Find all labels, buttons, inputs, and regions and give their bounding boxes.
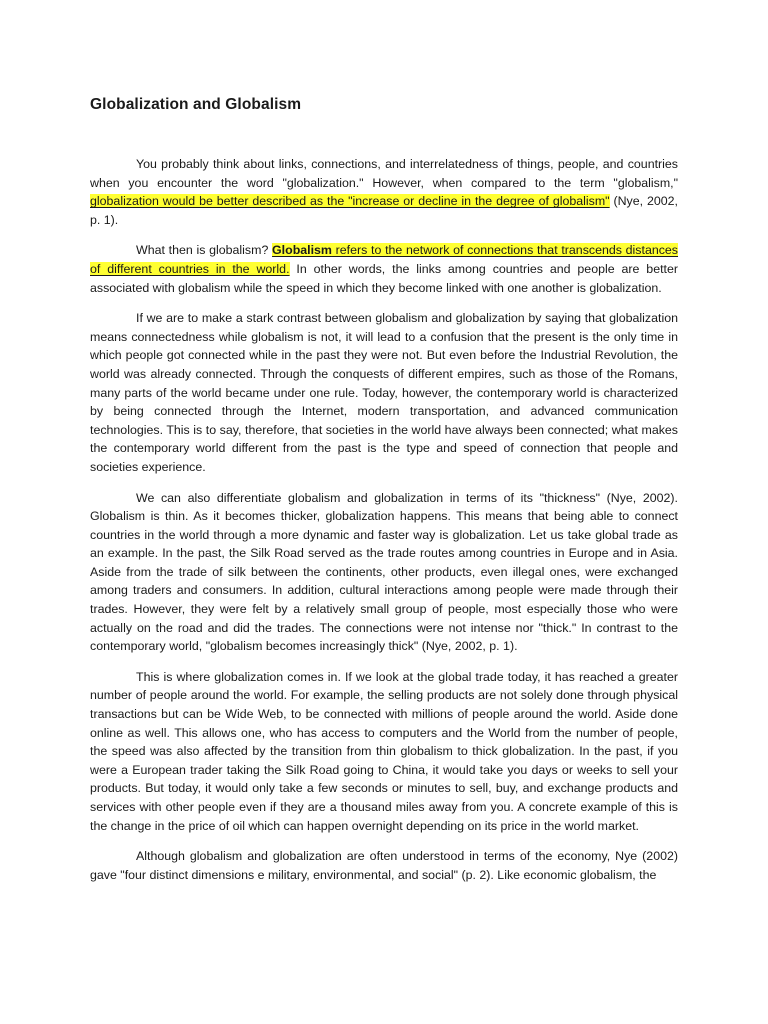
paragraph-1-citation: (Nye, 2002, p. 1).: [90, 194, 678, 227]
paragraph-2: [90, 241, 678, 297]
paragraph-4: We can also differentiate globalism and globalization in terms of its "thickness" (Nye, 2002). Globalism is thin. As it becomes thicker, globalization happens. This means that being able to connect countries in the world through a more dynamic and faster way is globalization. Let us take global trade as an example. In the past, the Silk Road served as the trade routes among countries in Europe and in Asia. Aside from the trade of silk between the continents, other products, even illegal ones, were exchanged among traders and consumers. In addition, cultural interactions among people were made through their trades. However, they were felt by a relatively small group of people, most especially those who were actually on the road and did the trades. The connections were not intense nor "thick." In contrast to the contemporary world, "globalism becomes increasingly thick" (Nye, 2002, p. 1).: [90, 490, 678, 654]
document-title: Globalization and Globalism: [90, 96, 302, 113]
highlighted-term-globalism: Globalism: [272, 243, 332, 258]
paragraph-1-text: You probably think about links, connections, and interrelatedness of things, people, and countries when you encounter the word "globalization." However, when compared to the term "globalism,": [90, 157, 678, 190]
paragraph-5: This is where globalization comes in. If we look at the global trade today, it has reached a greater number of people around the world. For example, the selling products are not solely done through physical transactions but can be Wide Web, to be connected with millions of people around the world. Aside done online as well. This allows one, who has access to computers and the World from the number of people, the speed was also affected by the transition from thin globalism to thick globalization. In the past, if you were a European trader taking the Silk Road going to China, it would take you days or weeks to sell your products. But today, it would only take a few seconds or minutes to sell, buy, and exchange products and services with other people even if they are a thousand miles away from you. A concrete example of this is the change in the price of oil which can happen overnight depending on its price in the world market.: [90, 669, 678, 833]
paragraph-2-text: What then is globalism?: [136, 243, 273, 258]
paragraph-2-rest: In other words, the links among countries and people are better associated with globalism while the speed in which they become linked with one another is globalization.: [90, 261, 678, 295]
highlighted-definition-globalization: globalization would be better described as the "increase or decline in the degree of globalism": [90, 194, 610, 209]
paragraph-3: If we are to make a stark contrast between globalism and globalization by saying that globalization means connectedness while globalism is not, it will lead to a confusion that the present is the only time in which people got connected while in the past they were not. But even before the Industrial Revolution, the world was already connected. Through the conquests of different empires, such as those of the Romans, many parts of the world became under one rule. Today, however, the contemporary world is characterized by being connected through the Internet, modern transportation, and advanced communication technologies. This is to say, therefore, that societies in the world have always been connected; what makes the contemporary world different from the past is the type and speed of connection that people and societies experience.: [90, 311, 678, 474]
document-body: [90, 155, 678, 896]
paragraph-6: Although globalism and globalization are often understood in terms of the economy, Nye (2002) gave "four distinct dimensions e military, environmental, and social" (p. 2). Like economic globalism, the: [90, 849, 678, 882]
paragraph-1: [90, 155, 678, 229]
document-page: [90, 0, 678, 1024]
highlighted-definition-text: refers to the network of connections that transcends distances of different countries in the world.: [90, 243, 679, 276]
